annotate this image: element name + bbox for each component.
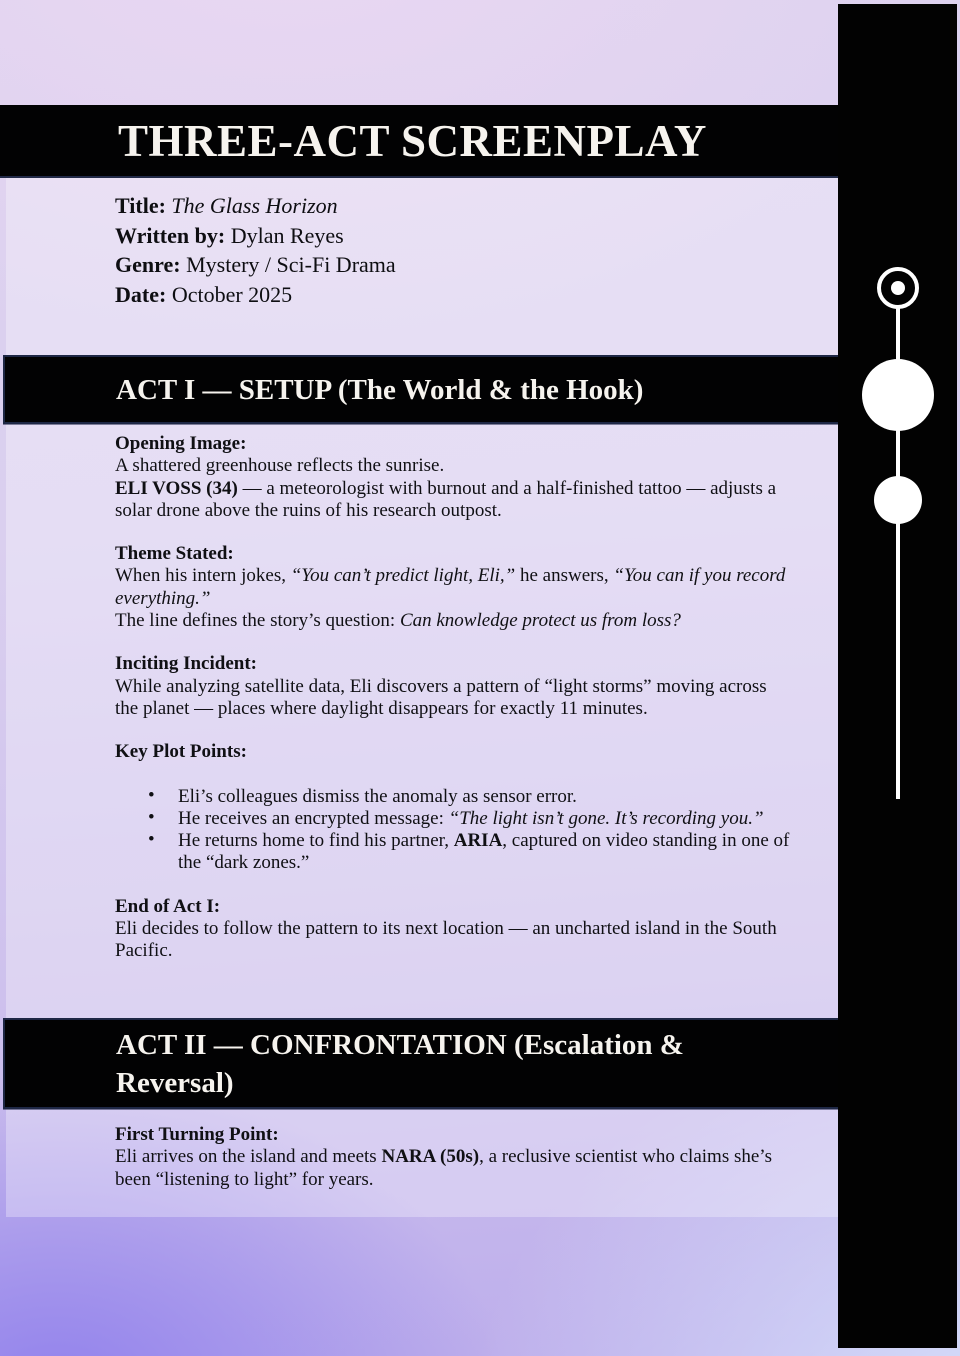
meta-writer-line: Written by: Dylan Reyes <box>115 222 344 248</box>
timeline-graphic <box>838 4 957 1348</box>
plot-points-list <box>115 786 839 875</box>
section-heading: Opening Image: <box>115 433 247 454</box>
timeline-node-large-icon <box>862 359 934 431</box>
document-title: THREE-ACT SCREENPLAY <box>118 115 707 166</box>
meta-title-line: Title: The Glass Horizon <box>115 193 338 218</box>
act2-heading: ACT II — CONFRONTATION (Escalation & Reversal) <box>116 1028 684 1099</box>
plot-point-item: • He returns home to find his partner, ARIA, captured on video standing in one of the “dark zones.” <box>115 830 839 875</box>
timeline-node-medium-icon <box>874 476 922 524</box>
paragraph: The line defines the story’s question: Can knowledge protect us from loss? <box>115 610 681 632</box>
section-end-of-act1 <box>115 896 839 963</box>
section-heading: Theme Stated: <box>115 543 234 565</box>
plot-point-item: • Eli’s colleagues dismiss the anomaly as sensor error. <box>115 786 839 808</box>
section-first-turning-point <box>115 1124 839 1191</box>
paragraph: While analyzing satellite data, Eli discovers a pattern of “light storms” moving across the planet — places where daylight disappears for exactly 11 minutes. <box>115 675 767 719</box>
paragraph: Eli decides to follow the pattern to its next location — an uncharted island in the South Pacific. <box>115 918 777 962</box>
section-inciting-incident <box>115 653 839 720</box>
meta-date-line: Date: October 2025 <box>115 281 293 307</box>
paragraph: A shattered greenhouse reflects the sunrise. <box>115 455 445 477</box>
timeline-ring-dot-icon <box>891 281 905 295</box>
act1-content <box>115 433 839 984</box>
document-title-band <box>0 105 838 178</box>
section-key-plot-points <box>115 741 839 874</box>
right-sidebar <box>838 4 957 1348</box>
paragraph: When his intern jokes, “You can’t predict light, Eli,” he answers, “You can if you record everything.” <box>115 565 786 609</box>
act1-heading-band <box>3 355 844 424</box>
act2-heading-band <box>3 1018 845 1109</box>
plot-point-item: • He receives an encrypted message: “The light isn’t gone. It’s recording you.” <box>115 808 839 830</box>
section-heading: End of Act I: <box>115 895 221 917</box>
document-meta <box>115 191 396 309</box>
paragraph: Eli arrives on the island and meets NARA (50s), a reclusive scientist who claims she’s been “listening to light” for years. <box>115 1146 772 1190</box>
section-heading: First Turning Point: <box>115 1124 279 1145</box>
section-heading: Key Plot Points: <box>115 741 247 763</box>
section-heading: Inciting Incident: <box>115 653 257 675</box>
section-theme-stated <box>115 543 839 632</box>
act2-content <box>115 1124 839 1212</box>
act1-heading: ACT I — SETUP (The World & the Hook) <box>116 373 644 406</box>
meta-genre-line: Genre: Mystery / Sci-Fi Drama <box>115 252 396 278</box>
section-opening-image <box>115 433 839 522</box>
paragraph: ELI VOSS (34) — a meteorologist with burnout and a half-finished tattoo — adjusts a solar drone above the ruins of his research outpost. <box>115 477 777 521</box>
